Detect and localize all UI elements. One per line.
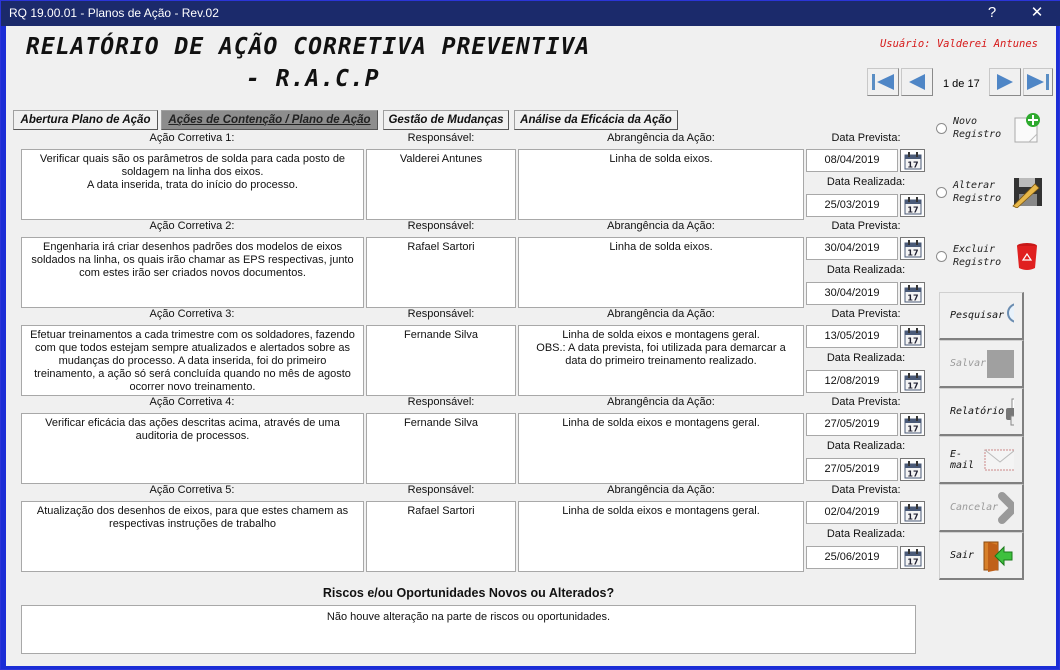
page-indicator: 1 de 17: [943, 78, 980, 90]
action-description-field[interactable]: Efetuar treinamentos a cada trimestre com os soldadores, fazendo com que todos estejam sempre atualizados e alertados sobre as mudanças do processo. A data inserida, foi do primeiro treinamento, a ação só será concluída quando no mês de agosto ocorrer novo treinamento.: [21, 325, 364, 396]
svg-text:17: 17: [906, 336, 919, 345]
report-subtitle: - R.A.C.P: [246, 66, 380, 92]
last-record-button[interactable]: [1023, 68, 1053, 96]
abrangencia-label: Abrangência da Ação:: [607, 396, 715, 408]
data-realizada-label: Data Realizada:: [826, 264, 906, 276]
abrangencia-field[interactable]: Linha de solda eixos e montagens geral. OBS.: A data prevista, foi utilizada para demarcar a data do primeiro treinamento realizado.: [518, 325, 804, 396]
action-label: Ação Corretiva 3:: [149, 308, 235, 320]
data-realizada-calendar-button[interactable]: [900, 282, 925, 305]
action-description-field[interactable]: Atualização dos desenhos de eixos, para que estes chamem as respectivas instruções de trabalho: [21, 501, 364, 572]
data-prevista-calendar-button[interactable]: [900, 149, 925, 172]
abrangencia-label: Abrangência da Ação:: [607, 132, 715, 144]
form-body: [6, 26, 1056, 666]
calendar-icon: [903, 196, 923, 216]
tab-gestao-mudancas[interactable]: Gestão de Mudanças: [383, 110, 509, 130]
data-prevista-field[interactable]: 30/04/2019: [806, 237, 898, 260]
report-button[interactable]: [939, 388, 1024, 436]
data-realizada-calendar-button[interactable]: [900, 458, 925, 481]
calendar-icon: [903, 548, 923, 568]
envelope-icon: [984, 448, 1014, 472]
risks-title: Riscos e/ou Oportunidades Novos ou Alterados?: [322, 586, 615, 600]
data-realizada-calendar-button[interactable]: [900, 546, 925, 569]
svg-text:17: 17: [906, 557, 919, 566]
email-button[interactable]: [939, 436, 1024, 484]
radio-alterar-registro[interactable]: [936, 176, 1043, 208]
data-prevista-label: Data Prevista:: [831, 132, 901, 144]
calendar-icon: [903, 239, 923, 259]
radio-novo-registro[interactable]: [936, 112, 1043, 144]
radio-label: Excluir Registro: [953, 244, 1002, 268]
data-realizada-field[interactable]: 30/04/2019: [806, 282, 898, 305]
svg-text:17: 17: [906, 205, 919, 214]
radio-label: Novo Registro: [953, 116, 1002, 140]
cancel-button-label: Cancelar: [950, 502, 999, 513]
responsavel-label: Responsável:: [407, 484, 475, 496]
radio-button[interactable]: [936, 123, 947, 134]
save-button-label: Salvar: [950, 358, 987, 369]
radio-button[interactable]: [936, 187, 947, 198]
responsavel-field[interactable]: Rafael Sartori: [366, 501, 516, 572]
radio-excluir-registro[interactable]: [936, 240, 1043, 272]
data-prevista-calendar-button[interactable]: [900, 237, 925, 260]
data-realizada-calendar-button[interactable]: [900, 194, 925, 217]
data-prevista-field[interactable]: 27/05/2019: [806, 413, 898, 436]
calendar-icon: [903, 503, 923, 523]
report-button-label: Relatório: [950, 406, 1005, 417]
recycle-bin-icon: [1011, 240, 1043, 272]
exit-door-icon: [980, 539, 1014, 573]
abrangencia-label: Abrangência da Ação:: [607, 308, 715, 320]
first-icon: [870, 72, 896, 92]
data-prevista-label: Data Prevista:: [831, 484, 901, 496]
last-icon: [1025, 72, 1051, 92]
data-realizada-field[interactable]: 25/03/2019: [806, 194, 898, 217]
x-icon: [998, 492, 1014, 524]
calendar-icon: [903, 284, 923, 304]
responsavel-field[interactable]: Rafael Sartori: [366, 237, 516, 308]
cancel-button[interactable]: [939, 484, 1024, 532]
responsavel-field[interactable]: Fernande Silva: [366, 325, 516, 396]
data-prevista-label: Data Prevista:: [831, 220, 901, 232]
svg-text:17: 17: [906, 469, 919, 478]
exit-button-label: Sair: [950, 550, 975, 561]
action-label: Ação Corretiva 4:: [149, 396, 235, 408]
data-prevista-label: Data Prevista:: [831, 396, 901, 408]
user-label: Usuário: Valderei Antunes: [879, 38, 1038, 50]
tab-acoes-contencao[interactable]: Ações de Contenção / Plano de Ação: [161, 110, 378, 130]
risks-field[interactable]: Não houve alteração na parte de riscos ou oportunidades.: [21, 605, 916, 654]
data-realizada-field[interactable]: 12/08/2019: [806, 370, 898, 393]
abrangencia-label: Abrangência da Ação:: [607, 484, 715, 496]
previous-record-button[interactable]: [901, 68, 933, 96]
first-record-button[interactable]: [867, 68, 899, 96]
search-button[interactable]: [939, 292, 1024, 340]
email-button-label: E-mail: [950, 448, 975, 471]
report-title: RELATÓRIO DE AÇÃO CORRETIVA PREVENTIVA: [26, 34, 591, 60]
responsavel-label: Responsável:: [407, 308, 475, 320]
svg-text:17: 17: [906, 512, 919, 521]
data-realizada-label: Data Realizada:: [826, 440, 906, 452]
calendar-icon: [903, 372, 923, 392]
window-title: RQ 19.00.01 - Planos de Ação - Rev.02: [9, 6, 219, 20]
close-button[interactable]: ✕: [1030, 4, 1044, 21]
tab-analise-eficacia[interactable]: Análise da Eficácia da Ação: [514, 110, 678, 130]
responsavel-label: Responsável:: [407, 396, 475, 408]
edit-save-icon: [1011, 176, 1043, 208]
magnifier-icon: [1004, 300, 1014, 332]
calendar-icon: [903, 151, 923, 171]
data-realizada-field[interactable]: 27/05/2019: [806, 458, 898, 481]
next-record-button[interactable]: [989, 68, 1021, 96]
exit-button[interactable]: [939, 532, 1024, 580]
abrangencia-label: Abrangência da Ação:: [607, 220, 715, 232]
calendar-icon: [903, 460, 923, 480]
data-prevista-calendar-button[interactable]: [900, 501, 925, 524]
abrangencia-field[interactable]: Linha de solda eixos e montagens geral.: [518, 501, 804, 572]
data-prevista-field[interactable]: 13/05/2019: [806, 325, 898, 348]
data-prevista-calendar-button[interactable]: [900, 413, 925, 436]
new-document-icon: [1011, 112, 1043, 144]
responsavel-label: Responsável:: [407, 220, 475, 232]
radio-button[interactable]: [936, 251, 947, 262]
data-prevista-field[interactable]: 08/04/2019: [806, 149, 898, 172]
printer-icon: [1004, 397, 1014, 427]
abrangencia-field[interactable]: Linha de solda eixos e montagens geral.: [518, 413, 804, 484]
data-realizada-calendar-button[interactable]: [900, 370, 925, 393]
abrangencia-field[interactable]: Linha de solda eixos.: [518, 237, 804, 308]
calendar-icon: [903, 327, 923, 347]
calendar-icon: [903, 415, 923, 435]
action-description-field[interactable]: Engenharia irá criar desenhos padrões dos modelos de eixos soldados na linha, os quais irão chamar as EPS respectivas, junto com estes irão ser criados novos documentos.: [21, 237, 364, 308]
data-prevista-calendar-button[interactable]: [900, 325, 925, 348]
action-label: Ação Corretiva 1:: [149, 132, 235, 144]
data-realizada-label: Data Realizada:: [826, 176, 906, 188]
responsavel-field[interactable]: Fernande Silva: [366, 413, 516, 484]
data-realizada-label: Data Realizada:: [826, 352, 906, 364]
abrangencia-field[interactable]: Linha de solda eixos.: [518, 149, 804, 220]
next-icon: [994, 72, 1016, 92]
search-button-label: Pesquisar: [950, 310, 1005, 321]
previous-icon: [906, 72, 928, 92]
data-prevista-field[interactable]: 02/04/2019: [806, 501, 898, 524]
svg-text:17: 17: [906, 381, 919, 390]
save-icon: [986, 349, 1014, 379]
action-description-field[interactable]: Verificar quais são os parâmetros de solda para cada posto de soldagem na linha dos eixos. A data inserida, trata do início do processo.: [21, 149, 364, 220]
svg-text:17: 17: [906, 160, 919, 169]
save-button[interactable]: [939, 340, 1024, 388]
action-label: Ação Corretiva 2:: [149, 220, 235, 232]
data-prevista-label: Data Prevista:: [831, 308, 901, 320]
data-realizada-label: Data Realizada:: [826, 528, 906, 540]
title-bar: [1, 1, 1060, 26]
responsavel-label: Responsável:: [407, 132, 475, 144]
responsavel-field[interactable]: Valderei Antunes: [366, 149, 516, 220]
action-label: Ação Corretiva 5:: [149, 484, 235, 496]
svg-text:17: 17: [906, 293, 919, 302]
tab-abertura-plano[interactable]: Abertura Plano de Ação: [13, 110, 158, 130]
action-description-field[interactable]: Verificar eficácia das ações descritas acima, através de uma auditoria de processos.: [21, 413, 364, 484]
data-realizada-field[interactable]: 25/06/2019: [806, 546, 898, 569]
svg-text:17: 17: [906, 248, 919, 257]
help-button[interactable]: ?: [987, 4, 997, 21]
svg-text:17: 17: [906, 424, 919, 433]
radio-label: Alterar Registro: [953, 180, 1002, 204]
